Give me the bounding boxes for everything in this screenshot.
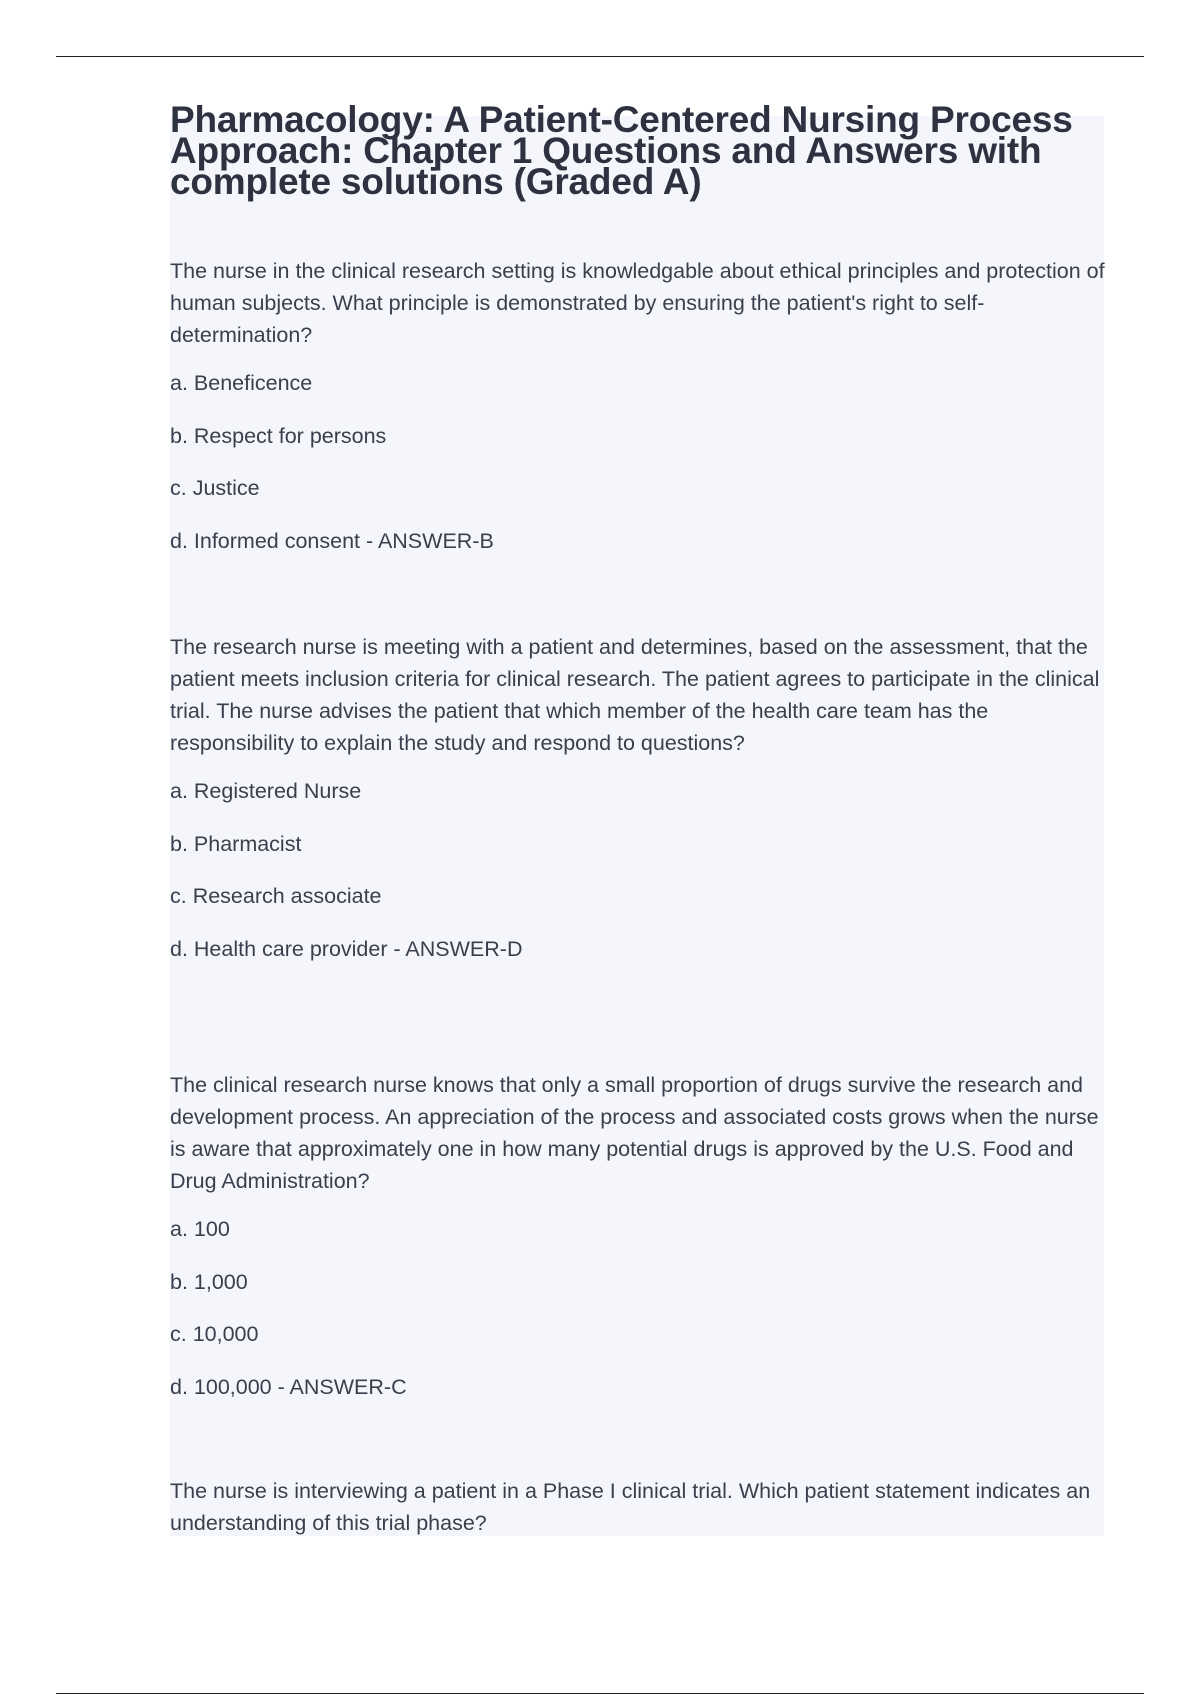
question-stem: The nurse is interviewing a patient in a Phase I clinical trial. Which patient statement indicates an understanding of this trial phase? — [170, 1479, 1091, 1535]
question-3 — [170, 1069, 1110, 1423]
document-title: Pharmacology: A Patient-Centered Nursing Process Approach: Chapter 1 Questions and Answers with complete solutions (Graded A) — [170, 99, 1073, 202]
answer-option: c. 10,000 — [170, 1322, 259, 1346]
answer-option: b. Respect for persons — [170, 423, 387, 448]
answer-option: c. Justice — [170, 476, 260, 500]
question-1 — [170, 255, 1110, 577]
footer-rule — [56, 1693, 1144, 1694]
question-stem: The research nurse is meeting with a patient and determines, based on the assessment, that the patient meets inclusion criteria for clinical research. The patient agrees to participate in the clinical trial. The nurse advises the patient that which member of the health care team has the responsibility to explain the study and respond to questions? — [170, 635, 1100, 755]
answer-option: d. Informed consent - ANSWER-B — [170, 528, 494, 553]
header-rule — [56, 56, 1144, 57]
question-4 — [170, 1475, 1110, 1555]
answer-option: c. Research associate — [170, 884, 382, 908]
answer-option: b. Pharmacist — [170, 831, 302, 856]
question-2 — [170, 631, 1110, 985]
question-stem: The nurse in the clinical research setting is knowledgable about ethical principles and protection of human subjects. What principle is demonstrated by ensuring the patient's right to self-determination? — [170, 259, 1105, 347]
answer-option: a. Registered Nurse — [170, 779, 362, 803]
question-stem: The clinical research nurse knows that only a small proportion of drugs survive the research and development process. An appreciation of the process and associated costs grows when the nurse is aware that approximately one in how many potential drugs is approved by the U.S. Food and Drug Administration? — [170, 1073, 1099, 1193]
answer-option: a. 100 — [170, 1217, 230, 1241]
answer-option: b. 1,000 — [170, 1269, 248, 1294]
answer-option: d. Health care provider - ANSWER-D — [170, 936, 523, 961]
answer-option: a. Beneficence — [170, 371, 313, 395]
answer-option: d. 100,000 - ANSWER-C — [170, 1374, 407, 1399]
